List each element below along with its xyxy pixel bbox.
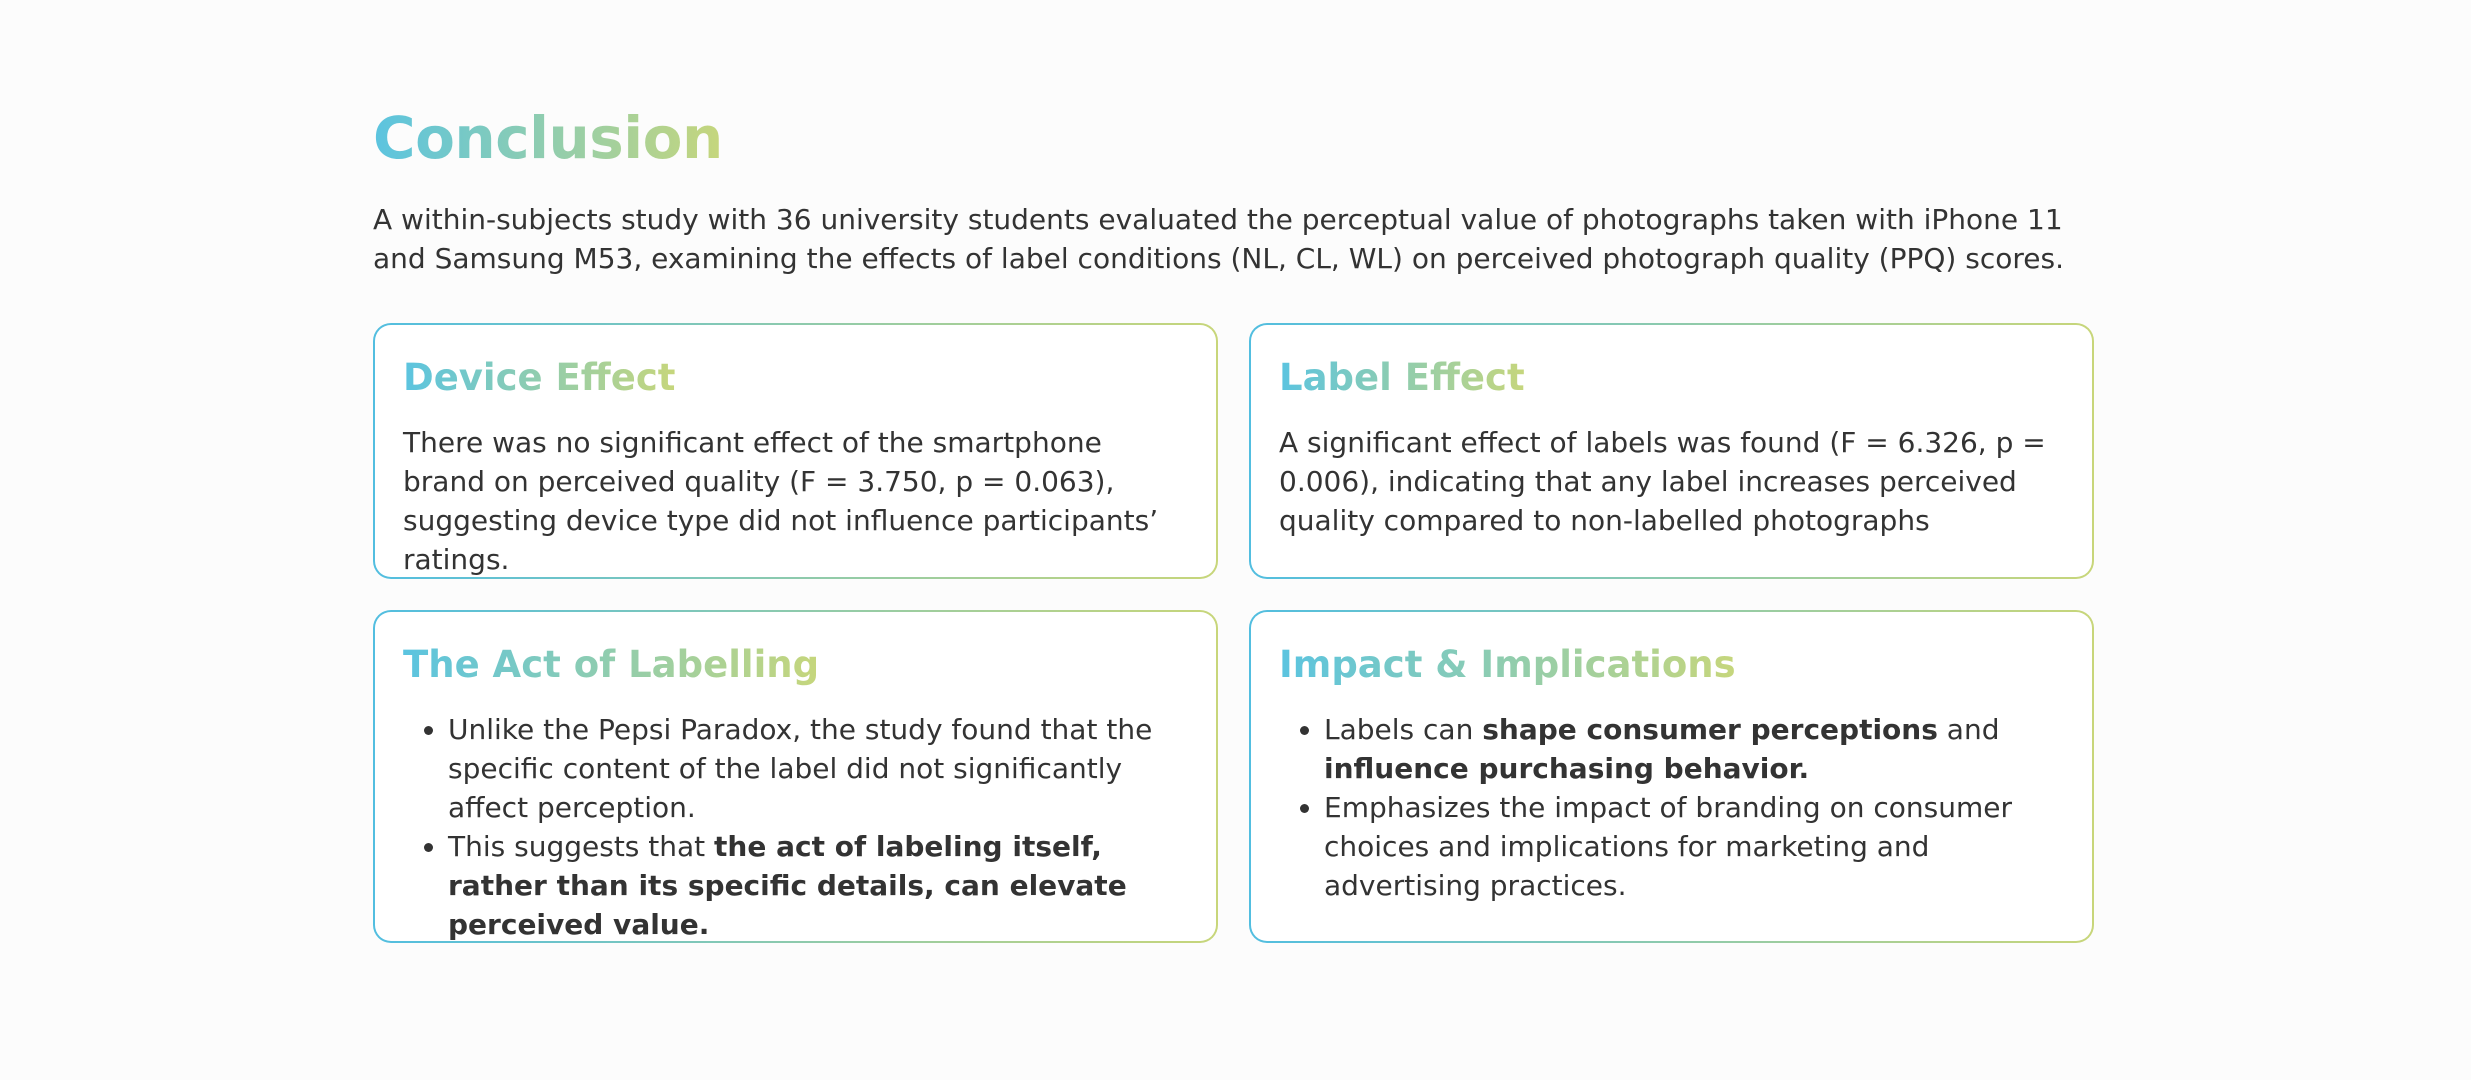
list-item-text: This suggests that [448,830,715,863]
label-effect-title: Label Effect [1279,356,1525,399]
list-item-text: and [1937,713,2000,746]
list-item-emphasis: shape consumer perceptions [1482,713,1938,746]
list-item [448,710,1188,827]
list-item [1324,710,2064,788]
intro-paragraph: A within-subjects study with 36 university students evaluated the perceptual value of photographs taken with iPhone 11 and Samsung M53, examining the effects of label conditions (NL, CL, WL) on perceived photograph quality (PPQ) scores. [373,203,2064,275]
list-item-emphasis: influence purchasing behavior. [1324,752,1810,785]
impact-implications-list [1279,710,2064,905]
page-title: Conclusion [373,100,723,176]
act-of-labelling-card [373,610,1218,943]
label-effect-body: A significant effect of labels was found (F = 6.326, p = 0.006), indicating that any label increases perceived quality compared to non-labelled photographs [1279,426,2046,537]
device-effect-body: There was no significant effect of the smartphone brand on perceived quality (F = 3.750, p = 0.063), suggesting device type did not influence participants’ ratings. [403,426,1159,576]
list-item-emphasis: the act of labeling itself, rather than its specific details, can elevate perceived value. [448,830,1127,941]
findings-grid [373,323,2093,943]
label-effect-card [1249,323,2094,579]
list-item [448,827,1188,944]
list-item-text: Unlike the Pepsi Paradox, the study found that the specific content of the label did not significantly affect perception. [448,713,1153,824]
list-item-text: Labels can [1324,713,1483,746]
conclusion-section [373,100,2093,943]
impact-implications-title: Impact & Implications [1279,643,1736,686]
device-effect-title: Device Effect [403,356,676,399]
list-item-text: Emphasizes the impact of branding on consumer choices and implications for marketing and advertising practices. [1324,791,2012,902]
act-of-labelling-list [403,710,1188,944]
list-item [1324,788,2064,905]
act-of-labelling-title: The Act of Labelling [403,643,820,686]
impact-implications-card [1249,610,2094,943]
device-effect-card [373,323,1218,579]
